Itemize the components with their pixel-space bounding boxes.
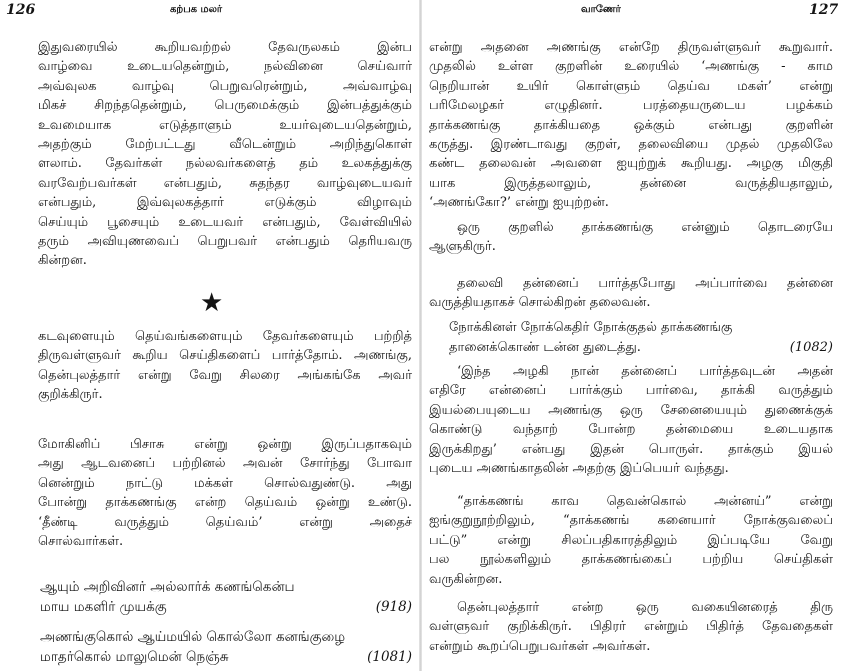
verse-reference: (1082): [789, 339, 833, 355]
verse-line: ஆயும் அறிவினர் அல்லார்க் கணங்கென்ப: [40, 579, 295, 595]
text-line: மிகச் சிறந்ததென்றும், பெருமைக்கும் இன்பத்துக்கும்: [38, 98, 412, 114]
verse-reference: (918): [375, 598, 412, 615]
verse-line: தானைக்கொண் டன்ன துடைத்து.: [449, 339, 641, 355]
section-divider-star: ★: [200, 288, 224, 318]
text-line: னென்றும் நாட்டு மக்கள் சொல்வதுண்டு. அது: [38, 475, 412, 491]
text-line: என்பதும், இவ்வுலகத்தார் எடுக்கும் விழாவும்: [38, 195, 412, 211]
text-line: கடவுளையும் தெய்வங்களையும் தேவர்களையும் பற்றித்: [38, 329, 412, 344]
left-kural-verse-918: [40, 578, 412, 617]
text-line: செய்யும் பூசையும் உடையவர் என்பதும், வேள்வியில்: [38, 214, 412, 230]
right-paragraph-2: [429, 218, 833, 257]
text-line: பரிமேலழகர் எழுதினர். பரத்தையருடைய பழக்கம்: [429, 98, 833, 114]
right-page-number: 127: [809, 2, 839, 18]
left-page-number: 126: [6, 2, 36, 18]
text-line: ‘அணங்கோ?’ என்று ஐயுற்றன்.: [429, 195, 609, 211]
text-line: ஒரு குறளில் தாக்கணங்கு என்னும் தொடரையே: [457, 220, 833, 235]
text-line: தென்புலத்தார் என்று வேறு சிலரை அங்கங்கே அவர்: [38, 367, 412, 383]
text-line: வருத்தியதாகச் சொல்கிறன் தலைவன்.: [429, 295, 651, 311]
text-line: சொல்வார்கள்.: [38, 534, 124, 550]
verse-reference: (1081): [367, 648, 412, 665]
text-line: யாக இருத்தலாலும், தன்னை வருத்தியதாலும்,: [429, 175, 833, 191]
text-line: குறிக்கிருர்.: [38, 387, 103, 403]
right-running-title: வாணேர்: [581, 4, 621, 15]
text-line: தென்புலத்தார் என்ற ஒரு வகையினரைத் திரு: [457, 600, 833, 615]
text-line: முதலில் உள்ள குறளின் உரையில் ‘அணங்கு - காம: [429, 59, 833, 75]
text-line: தலைவி தன்னைப் பார்த்தபோது அப்பார்வை தன்னை: [457, 276, 833, 291]
text-line: ‘இந்த அழகி நான் தன்னைப் பார்த்தவுடன் அதன்: [457, 364, 833, 379]
text-line: அதற்கும் மேற்பட்டது வீடென்றும் அறிந்துகொள்: [38, 137, 412, 153]
text-line: ஐங்குறுநூற்றிலும், “தாக்கணங் கனையார் நோக்குவலைப்: [429, 513, 833, 529]
text-line: புடைய அணங்காதலின் அதற்கு இப்பெயர் வந்தது.: [429, 461, 729, 477]
text-line: வருகின்றன.: [429, 571, 503, 587]
text-line: வாழ்வை உடையதென்றும், நல்வினை செய்வார்: [38, 59, 412, 75]
text-line: வள்ளுவர் குறிக்கிருர். பிதிரர் என்றும் பிதிர்த் தேவதைகள்: [429, 619, 833, 635]
left-running-title: கற்பக மலர்: [170, 4, 223, 15]
text-line: கொண்டு வந்தாற் போன்ற தன்மையை உடையதாக: [429, 422, 833, 438]
text-line: இதுவரையில் கூறியவற்றல் தேவருலகம் இன்ப: [38, 40, 412, 55]
text-line: கின்றன.: [38, 253, 87, 269]
right-paragraph-3: [429, 274, 833, 313]
verse-line: மாய மகளிர் முயக்கு: [40, 598, 167, 615]
text-line: தரும் அவியுணவைப் பெறுபவர் என்பதும் தெரியவரு: [38, 234, 412, 250]
text-line: ளலாம். தேவர்கள் நல்லவர்களைத் தம் உலகத்துக்கு: [38, 156, 412, 172]
right-kural-verse-1082: [449, 318, 833, 357]
verse-line: அணங்குகொல் ஆய்மயில் கொல்லோ கனங்குழை: [40, 629, 346, 645]
text-line: ஆளுகிருர்.: [429, 239, 496, 255]
right-page: [421, 0, 842, 671]
left-paragraph-1: [38, 38, 412, 271]
left-paragraph-2: [38, 327, 412, 405]
left-page: [0, 0, 420, 671]
text-line: ‘தீண்டி வருத்தும் தெய்வம்’ என்று அதைச்: [38, 514, 412, 530]
left-kural-verse-1081: [40, 628, 412, 667]
left-paragraph-3: [38, 435, 412, 551]
text-line: தாக்கணங்கு தாக்கியதை ஒக்கும் என்பது குறளின்: [429, 117, 833, 133]
verse-line: மாதர்கொல் மாலுமென் நெஞ்சு: [40, 648, 229, 665]
text-line: எதிரே என்னைப் பார்க்கும் பார்வை, தாக்கி வருத்தும்: [429, 383, 833, 399]
text-line: அவ்வுலக வாழ்வு பெறுவரென்றும், அவ்வாழ்வு: [38, 78, 412, 94]
text-line: இருக்கிறது’ என்பது இதன் பொருள். தாக்கும் இயல்: [429, 441, 833, 457]
verse-line: நோக்கினள் நோக்கெதிர் நோக்குதல் தாக்கணங்கு: [449, 320, 733, 335]
text-line: வரவேற்பவர்கள் என்பதும், சுதந்தர வாழ்வுடையவர்: [38, 175, 412, 191]
right-paragraph-5: [429, 492, 833, 589]
text-line: கருத்து. இரண்டாவது குறள், தலைவியை முதல் முதலிலே: [429, 137, 833, 153]
text-line: நெறியான் உயிர் கொள்ளும் தெய்வ மகள்’ என்று: [429, 78, 833, 94]
text-line: உவமையாக எடுத்தாளும் உயர்வுடையதென்றும்,: [38, 117, 412, 133]
text-line: கண்ட தலைவன் அவளை ஐயுற்றுக் கூறியது. அழகு மிகுதி: [429, 156, 833, 172]
text-line: பட்டு” என்று சிலப்பதிகாரத்திலும் இப்படியே வேறு: [429, 532, 833, 548]
text-line: போன்று தாக்கணங்கு என்ற தெய்வம் ஒன்று உண்டு.: [38, 495, 412, 511]
text-line: அது ஆடவனைப் பற்றினல் அவன் சோர்ந்து போவா: [38, 456, 412, 472]
text-line: என்றும் கூறப்பெறுபவர்கள் அவர்கள்.: [429, 638, 651, 654]
text-line: என்று அதனை அணங்கு என்றே திருவள்ளுவர் கூறுவார்.: [429, 40, 833, 55]
right-paragraph-4: [429, 362, 833, 478]
right-paragraph-6: [429, 598, 833, 656]
text-line: பல நூல்களிலும் தாக்கணங்கைப் பற்றிய செய்திகள்: [429, 552, 833, 568]
right-paragraph-1: [429, 38, 833, 213]
text-line: இயல்பையுடைய அணங்கு ஒரு சேனையையும் துணைக்குக்: [429, 402, 833, 418]
text-line: மோகினிப் பிசாசு என்று ஒன்று இருப்பதாகவும்: [38, 437, 412, 452]
text-line: திருவள்ளுவர் கூறிய செய்திகளைப் பார்த்தோம். அணங்கு,: [38, 348, 412, 364]
text-line: “தாக்கணங் காவ தெவன்கொல் அன்னய்” என்று: [457, 494, 833, 509]
